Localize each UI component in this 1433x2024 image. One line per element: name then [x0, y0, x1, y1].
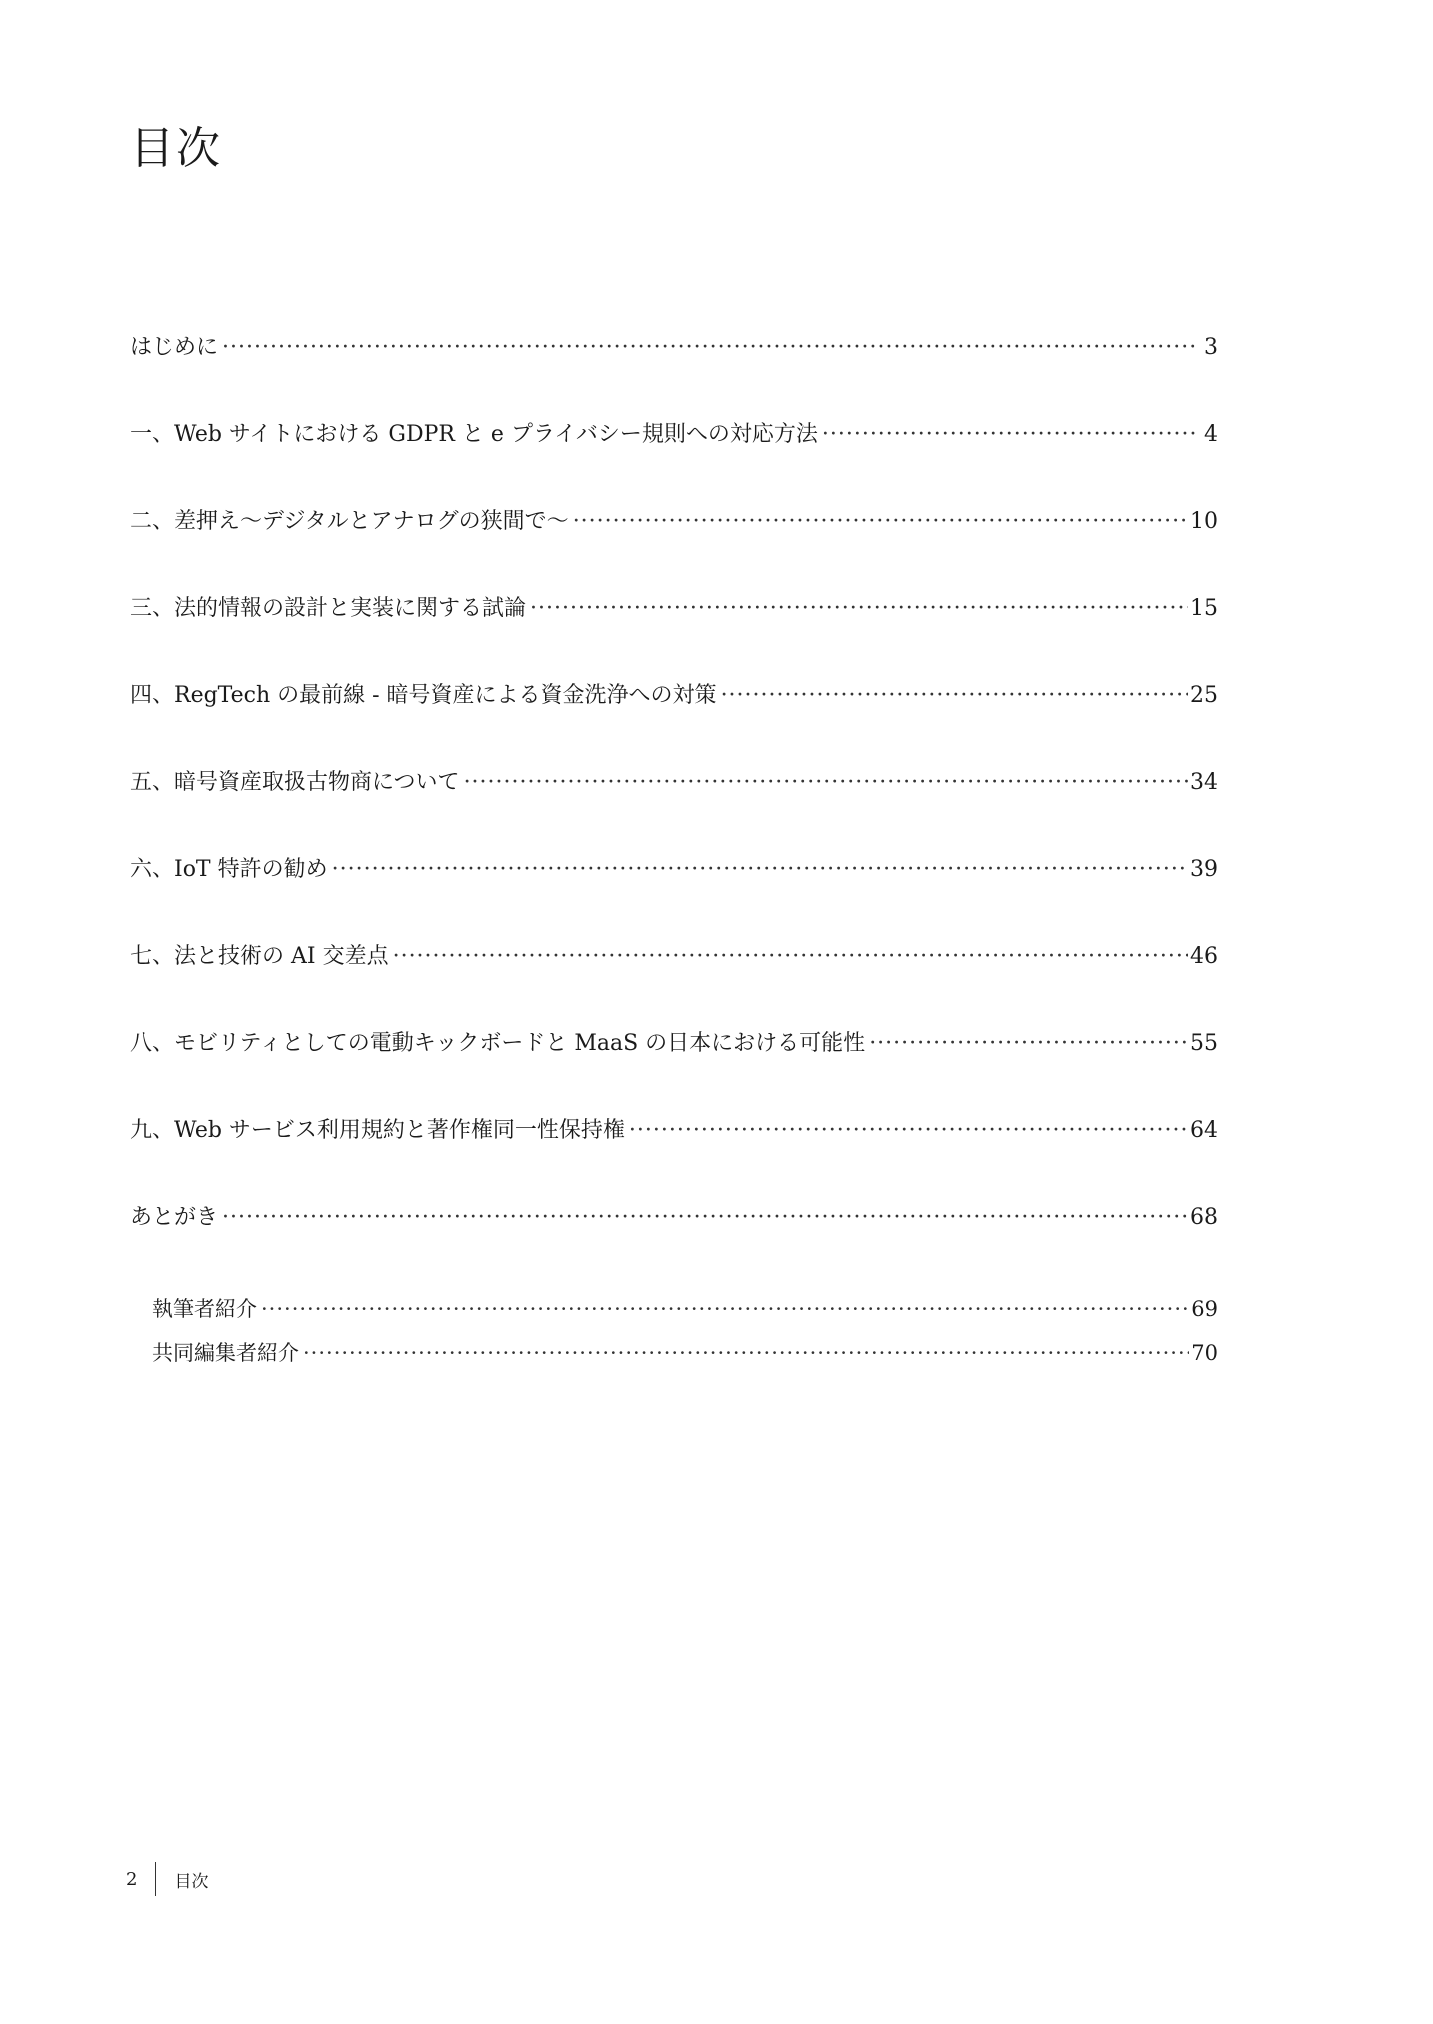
toc-leader-dots — [464, 770, 1188, 795]
toc-entry-title: 執筆者紹介 — [152, 1297, 257, 1321]
toc-entry-title: 一、Web サイトにおける GDPR と e プライバシー規則への対応方法 — [130, 422, 818, 447]
toc-entry-page: 4 — [1204, 422, 1218, 447]
toc-entry-title: 五、暗号資産取扱古物商について — [130, 770, 460, 795]
toc-entry-title: あとがき — [130, 1205, 219, 1230]
toc-entry-title: 共同編集者紹介 — [152, 1341, 299, 1365]
toc-entry-title: 六、IoT 特許の勧め — [130, 857, 328, 882]
toc-entry-title: はじめに — [130, 335, 219, 360]
toc-leader-dots — [629, 1118, 1188, 1143]
toc-entry-page: 46 — [1190, 944, 1218, 969]
toc-entry-page: 68 — [1190, 1205, 1218, 1230]
footer-page-number: 2 — [126, 1868, 138, 1890]
toc-leader-dots — [573, 509, 1188, 534]
toc-entry-introduction[interactable] — [130, 330, 1218, 417]
toc-entry-chapter-9[interactable] — [130, 1113, 1218, 1200]
table-of-contents — [130, 330, 1218, 1381]
toc-entry-page: 39 — [1190, 857, 1218, 882]
toc-entry-page: 10 — [1190, 509, 1218, 534]
toc-entry-chapter-3[interactable] — [130, 591, 1218, 678]
toc-leader-dots — [303, 1341, 1189, 1365]
toc-entry-title: 三、法的情報の設計と実装に関する試論 — [130, 596, 527, 621]
toc-entry-title: 八、モビリティとしての電動キックボードと MaaS の日本における可能性 — [130, 1031, 866, 1056]
toc-entry-co-editors[interactable] — [130, 1337, 1218, 1381]
toc-entry-chapter-8[interactable] — [130, 1026, 1218, 1113]
toc-leader-dots — [222, 335, 1196, 360]
toc-entry-page: 15 — [1190, 596, 1218, 621]
toc-entry-page: 25 — [1190, 683, 1218, 708]
toc-leader-dots — [530, 596, 1188, 621]
toc-entry-chapter-6[interactable] — [130, 852, 1218, 939]
toc-entry-title: 四、RegTech の最前線 - 暗号資産による資金洗浄への対策 — [130, 683, 717, 708]
toc-entry-title: 九、Web サービス利用規約と著作権同一性保持権 — [130, 1118, 625, 1143]
toc-entry-chapter-1[interactable] — [130, 417, 1218, 504]
toc-entry-afterword[interactable] — [130, 1200, 1218, 1287]
toc-leader-dots — [332, 857, 1188, 882]
toc-entry-page: 70 — [1191, 1341, 1218, 1365]
toc-entry-page: 34 — [1190, 770, 1218, 795]
toc-leader-dots — [869, 1031, 1188, 1056]
toc-entry-title: 二、差押え〜デジタルとアナログの狭間で〜 — [130, 509, 569, 534]
toc-entry-authors[interactable] — [130, 1293, 1218, 1337]
toc-entry-page: 69 — [1191, 1297, 1218, 1321]
toc-leader-dots — [261, 1297, 1189, 1321]
toc-leader-dots — [822, 422, 1196, 447]
toc-entry-chapter-7[interactable] — [130, 939, 1218, 1026]
page-title: 目次 — [130, 123, 222, 174]
toc-entry-page: 3 — [1204, 335, 1218, 360]
toc-leader-dots — [721, 683, 1188, 708]
page-footer — [126, 1862, 208, 1896]
toc-entry-page: 55 — [1190, 1031, 1218, 1056]
toc-entry-chapter-2[interactable] — [130, 504, 1218, 591]
toc-entry-title: 七、法と技術の AI 交差点 — [130, 944, 389, 969]
toc-leader-dots — [393, 944, 1188, 969]
toc-entry-chapter-5[interactable] — [130, 765, 1218, 852]
footer-section-label: 目次 — [174, 1871, 209, 1892]
toc-entry-chapter-4[interactable] — [130, 678, 1218, 765]
toc-leader-dots — [222, 1205, 1188, 1230]
toc-entry-page: 64 — [1190, 1118, 1218, 1143]
